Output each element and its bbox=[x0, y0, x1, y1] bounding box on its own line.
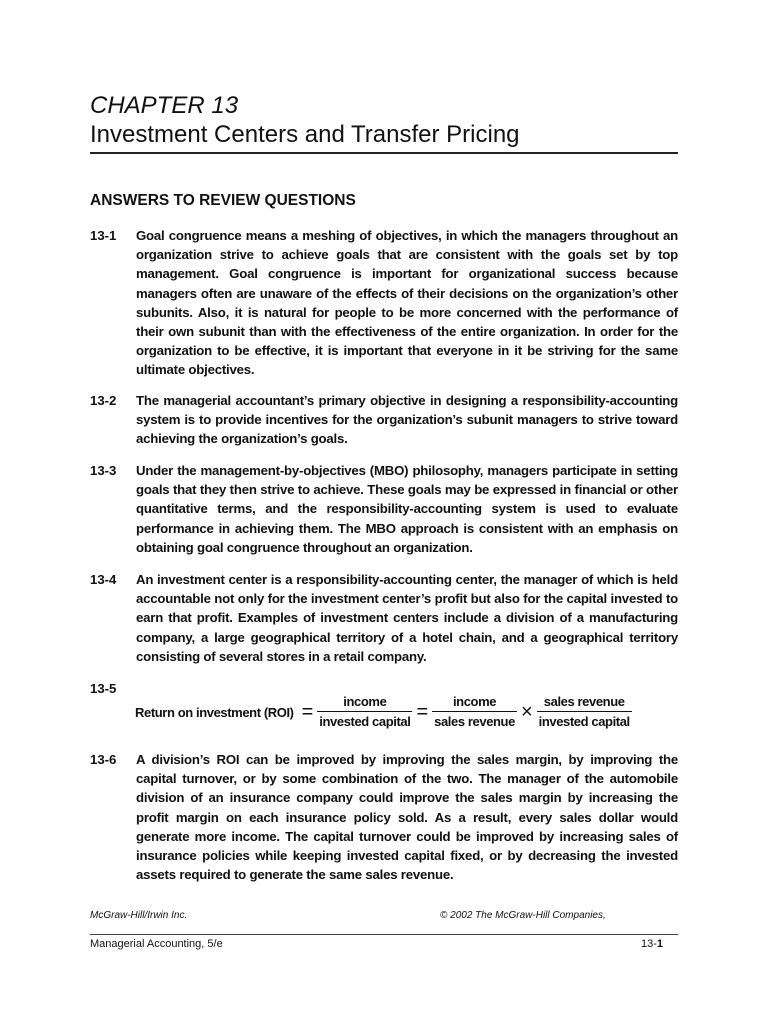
question-number: 13-1 bbox=[90, 228, 117, 243]
question-13-2 bbox=[90, 391, 678, 449]
footer-copyright: © 2002 The McGraw-Hill Companies, bbox=[440, 910, 606, 921]
question-answer-text: Under the management-by-objectives (MBO) philosophy, managers participate in setting goals that they then strive to achieve. These goals may be expressed in financial or other quantitative terms, and the responsibility-accounting system is used to evaluate performance in achieving them. The MBO approach is consistent with an emphasis on obtaining goal congruence throughout an organization. bbox=[136, 463, 678, 555]
fraction-denominator: invested capital bbox=[537, 711, 632, 730]
fraction-numerator: sales revenue bbox=[543, 694, 625, 709]
page-number-value: 1 bbox=[656, 938, 664, 950]
question-answer-text: The managerial accountant’s primary objective in designing a responsibility-accounting system is to provide incentives for the organization’s subunit managers to strive toward achieving the organization’s goals. bbox=[136, 393, 678, 447]
fraction-sales-over-capital bbox=[537, 694, 632, 730]
question-13-1 bbox=[90, 226, 678, 380]
question-answer-text: An investment center is a responsibility-accounting center, the manager of which is held accountable not only for the investment center’s profit but also for the capital invested to earn that profit. Examples of investment centers include a division of a manufacturing company, a large geographical territory of a hotel chain, and a geographical territory consisting of several stores in a retail company. bbox=[136, 572, 678, 664]
fraction-income-over-sales bbox=[432, 694, 517, 730]
chapter-label: CHAPTER 13 bbox=[90, 92, 239, 119]
question-13-6 bbox=[90, 750, 678, 884]
question-number: 13-2 bbox=[90, 393, 117, 408]
footer-divider bbox=[90, 934, 678, 935]
footer-book-title: Managerial Accounting, 5/e bbox=[90, 938, 223, 950]
fraction-denominator: invested capital bbox=[317, 711, 412, 730]
roi-formula bbox=[135, 694, 632, 730]
equals-sign: = bbox=[416, 700, 429, 723]
page-number-prefix: 13- bbox=[641, 938, 657, 950]
question-number: 13-5 bbox=[90, 681, 117, 696]
question-number: 13-3 bbox=[90, 463, 117, 478]
fraction-numerator: income bbox=[343, 694, 387, 709]
fraction-income-over-capital bbox=[317, 694, 412, 730]
question-answer-text: A division’s ROI can be improved by improving the sales margin, by improving the capital turnover, or by some combination of the two. The manager of the automobile division of an insurance company could improve the sales margin by increasing the profit margin on each insurance policy sold. As a result, every sales dollar would generate more income. The capital turnover could be improved by increasing sales of insurance policies while keeping invested capital fixed, or by decreasing the invested assets required to generate the same sales revenue. bbox=[136, 752, 678, 883]
formula-lhs: Return on investment (ROI) bbox=[135, 704, 294, 720]
question-number: 13-6 bbox=[90, 752, 117, 767]
page-number bbox=[641, 937, 663, 951]
question-13-3 bbox=[90, 461, 678, 557]
section-heading: ANSWERS TO REVIEW QUESTIONS bbox=[90, 192, 356, 209]
question-answer-text: Goal congruence means a meshing of objectives, in which the managers throughout an organization strive to achieve goals that are consistent with the goals set by top management. Goal congruence is important for organizational success because managers often are unaware of the effects of their decisions on the organization’s other subunits. Also, it is natural for people to be more concerned with the performance of their own subunit than with the effectiveness of the entire organization. In order for the organization to be effective, it is important that everyone in it be striving for the same ultimate objectives. bbox=[136, 228, 678, 378]
question-number: 13-4 bbox=[90, 572, 117, 587]
question-13-4 bbox=[90, 570, 678, 666]
title-divider bbox=[90, 152, 678, 154]
equals-sign: = bbox=[301, 700, 314, 723]
times-sign: × bbox=[520, 700, 533, 723]
fraction-denominator: sales revenue bbox=[432, 711, 517, 730]
fraction-numerator: income bbox=[452, 694, 497, 709]
chapter-title: Investment Centers and Transfer Pricing bbox=[90, 121, 520, 148]
footer-publisher: McGraw-Hill/Irwin Inc. bbox=[90, 910, 188, 921]
